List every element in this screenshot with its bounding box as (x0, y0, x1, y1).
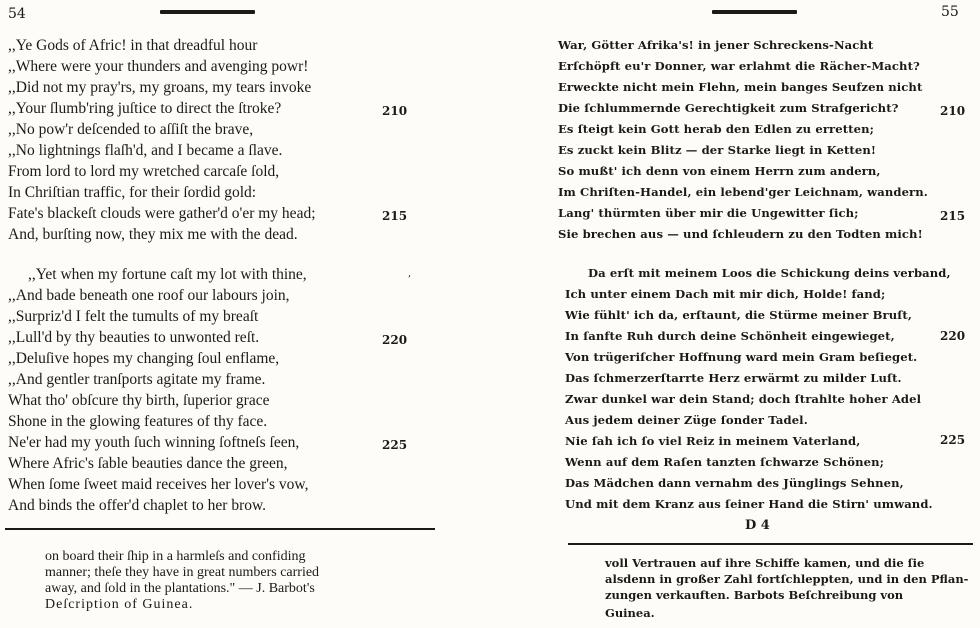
right-page (500, 0, 980, 628)
verse-line: ,,Deluſive hopes my changing ſoul enflame, (8, 350, 280, 367)
footnote-line: alsdenn in großer Zahl fortſchleppten, und in den Pflan- (605, 572, 969, 586)
footnote-line: manner; theſe they have in great numbers carried (45, 565, 320, 580)
line-number: 215 (940, 209, 966, 223)
verse-line: Da erſt mit meinem Loos die Schickung deins verband, (588, 266, 951, 280)
verse-line: Es ſteigt kein Gott herab den Edlen zu erretten; (558, 122, 875, 136)
verse-line: ,,Ye Gods of Afric! in that dreadful hour (8, 37, 258, 54)
verse-line: Nie ſah ich ſo viel Reiz in meinem Vaterland, (565, 434, 861, 448)
header-rule (160, 10, 255, 14)
footnote-rule (568, 543, 973, 545)
footnote-line: on board their ſhip in a harmleſs and confiding (45, 549, 306, 564)
line-number: 210 (382, 104, 408, 118)
verse-line: War, Götter Afrika's! in jener Schreckens-Nacht (558, 38, 874, 52)
verse-line: Wie fühlt' ich da, erſtaunt, die Stürme meiner Bruſt, (565, 308, 912, 322)
verse-line: Das ſchmerzerſtarrte Herz erwärmt zu milder Luſt. (565, 371, 902, 385)
footnote-line: voll Vertrauen auf ihre Schiffe kamen, und die ſie (605, 556, 925, 570)
verse-line: ,,Your ſlumb'ring juſtice to direct the ſtroke? (8, 100, 282, 117)
margin-mark: , (408, 268, 412, 279)
verse-line: Ich unter einem Dach mit mir dich, Holde! fand; (565, 287, 886, 301)
verse-line: Aus jedem deiner Züge ſonder Tadel. (565, 413, 808, 427)
footnote-line: Deſcription of Guinea. (45, 597, 194, 612)
line-number: 215 (382, 209, 408, 223)
verse-line: ,,Surpriz'd I felt the tumults of my breaſt (8, 308, 259, 325)
footnote-line: away, and ſold in the plantations." — J. Barbot's (45, 581, 315, 596)
footnote-line: zungen verkauften. Barbots Beſchreibung von (605, 588, 904, 602)
footnote-rule (5, 528, 435, 530)
verse-line: Wenn auf dem Raſen tanzten ſchwarze Schönen; (565, 455, 884, 469)
left-page (0, 0, 470, 628)
verse-line: And binds the offer'd chaplet to her brow. (8, 497, 267, 514)
verse-line: ,,No pow'r deſcended to aſſiſt the brave, (8, 121, 254, 138)
header-rule (712, 10, 797, 14)
verse-line: Where Afric's ſable beauties dance the green, (8, 455, 288, 472)
verse-line: Es zuckt kein Blitz — der Starke liegt in Ketten! (558, 143, 877, 157)
verse-line: Ne'er had my youth ſuch winning ſoftneſs ſeen, (8, 434, 300, 451)
verse-line: Die ſchlummernde Gerechtigkeit zum Strafgericht? (558, 101, 899, 115)
footnote-line: Guinea. (605, 606, 655, 620)
line-number: 210 (940, 104, 966, 118)
verse-line: ,,And bade beneath one roof our labours join, (8, 287, 290, 304)
verse-line: ,,Yet when my fortune caſt my lot with thine, (28, 266, 307, 283)
verse-line: Lang' thürmten über mir die Ungewitter ſich; (558, 206, 859, 220)
verse-line: Shone in the glowing features of thy face. (8, 413, 268, 430)
verse-line: ,,And gentler tranſports agitate my frame. (8, 371, 266, 388)
verse-line: And, burſting now, they mix me with the dead. (8, 226, 298, 243)
verse-line: In Chriſtian traffic, for their ſordid gold: (8, 184, 257, 201)
verse-line: ,,No lightnings flaſh'd, and I became a ſlave. (8, 142, 283, 159)
line-number: 225 (382, 438, 408, 452)
verse-line: In ſanfte Ruh durch deine Schönheit eingewieget, (565, 329, 895, 343)
page-number-left: 54 (8, 6, 26, 22)
verse-line: Erſchöpft eu'r Donner, war erlahmt die Rächer-Macht? (558, 59, 920, 73)
line-number: 220 (940, 329, 966, 343)
verse-line: Fate's blackeſt clouds were gather'd o'er my head; (8, 205, 316, 222)
verse-line: What tho' obſcure thy birth, ſuperior grace (8, 392, 270, 409)
verse-line: So mußt' ich denn von einem Herrn zum andern, (558, 164, 881, 178)
verse-line: Zwar dunkel war dein Stand; doch ſtrahlte hoher Adel (565, 392, 922, 406)
verse-line: When ſome ſweet maid receives her lover's vow, (8, 476, 309, 493)
verse-line: Das Mädchen dann vernahm des Jünglings Sehnen, (565, 476, 904, 490)
line-number: 220 (382, 333, 408, 347)
page-number-right: 55 (941, 4, 959, 20)
signature-mark: D 4 (745, 518, 770, 533)
verse-line: From lord to lord my wretched carcaſe ſold, (8, 163, 280, 180)
verse-line: ,,Did not my pray'rs, my groans, my tears invoke (8, 79, 312, 96)
verse-line: ,,Where were your thunders and avenging powr! (8, 58, 309, 75)
verse-line: ,,Lull'd by thy beauties to unwonted reſt. (8, 329, 260, 346)
verse-line: Im Chriſten-Handel, ein lebend'ger Leichnam, wandern. (558, 185, 928, 199)
verse-line: Erweckte nicht mein Flehn, mein banges Seufzen nicht (558, 80, 923, 94)
line-number: 225 (940, 433, 966, 447)
verse-line: Und mit dem Kranz aus ſeiner Hand die Stirn' umwand. (565, 497, 933, 511)
verse-line: Von trügeriſcher Hoffnung ward mein Gram beſieget. (565, 350, 918, 364)
verse-line: Sie brechen aus — und ſchleudern zu den Todten mich! (558, 227, 923, 241)
